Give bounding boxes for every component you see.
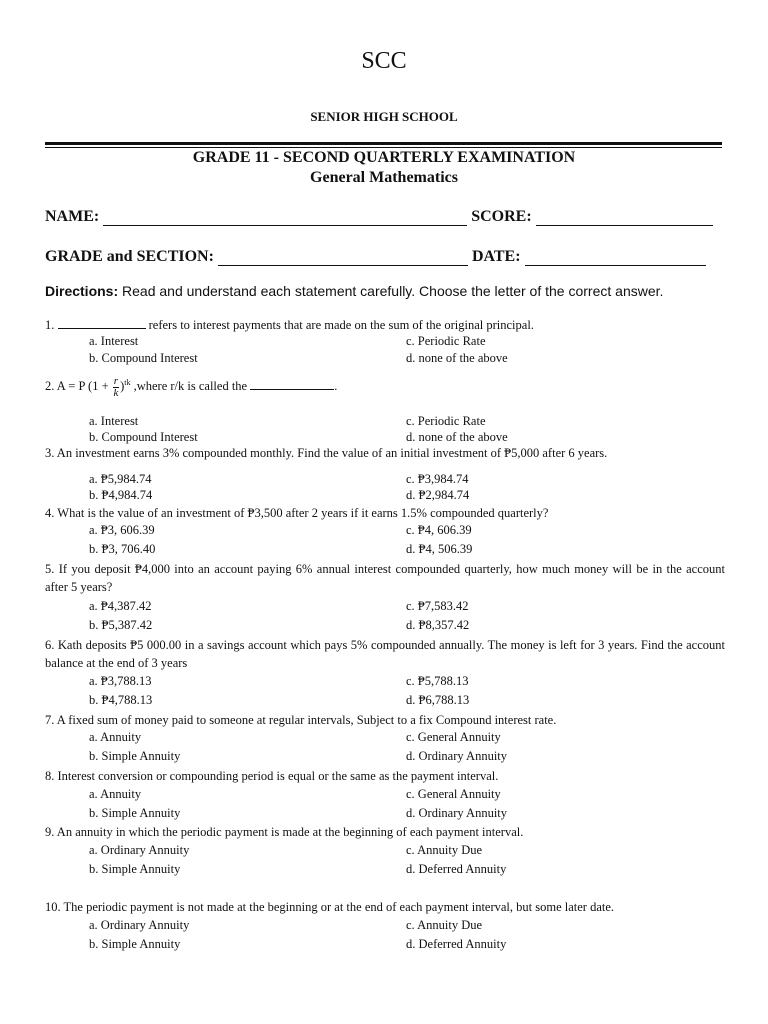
q8-option-c: c. General Annuity <box>406 787 501 801</box>
score-blank[interactable] <box>536 211 713 226</box>
q1-option-d: d. none of the above <box>406 351 508 365</box>
directions <box>45 283 663 299</box>
question-2: 2. A = P (1 + $\frac{r}{k}$ )$^{tk}$ ,where r/k is called the . <box>45 374 338 399</box>
q4-option-a: a. ₱3, 606.39 <box>89 523 155 537</box>
exam-subject: General Mathematics <box>310 169 458 186</box>
q1-option-a: a. Interest <box>89 334 139 348</box>
grade-date-row <box>45 248 722 266</box>
question-10: 10. The periodic payment is not made at the beginning or at the end of each payment interval, but some later date. <box>45 900 615 914</box>
formula-fraction: $\frac{r}{k}$ <box>113 374 119 399</box>
q2-option-d: d. none of the above <box>406 430 508 444</box>
q5-option-c: c. ₱7,583.42 <box>406 599 469 613</box>
header-divider-thick <box>45 142 722 145</box>
score-label: SCORE: <box>471 208 532 225</box>
q2-option-a: a. Interest <box>89 414 139 428</box>
question-3: 3. An investment earns 3% compounded monthly. Find the value of an initial investment of ₱5,000 after 6 years. <box>45 446 608 460</box>
q10-option-a: a. Ordinary Annuity <box>89 918 190 932</box>
q8-option-b: b. Simple Annuity <box>89 806 181 820</box>
grade-section-label: GRADE and SECTION: <box>45 248 214 265</box>
q3-option-a: a. ₱5,984.74 <box>89 472 152 486</box>
q6-option-b: b. ₱4,788.13 <box>89 693 153 707</box>
directions-text: Read and understand each statement carefully. Choose the letter of the correct answer. <box>118 283 664 299</box>
answer-blank <box>58 317 146 329</box>
directions-label: Directions: <box>45 283 119 299</box>
q2-option-c: c. Periodic Rate <box>406 414 486 428</box>
q7-option-c: c. General Annuity <box>406 730 501 744</box>
name-score-row <box>45 208 722 226</box>
question-9: 9. An annuity in which the periodic payment is made at the beginning of each payment interval. <box>45 825 524 839</box>
q5-option-a: a. ₱4,387.42 <box>89 599 152 613</box>
q2-option-b: b. Compound Interest <box>89 430 198 444</box>
q10-option-d: d. Deferred Annuity <box>406 937 507 951</box>
q9-option-d: d. Deferred Annuity <box>406 862 507 876</box>
q4-option-d: d. ₱4, 506.39 <box>406 542 473 556</box>
q7-option-b: b. Simple Annuity <box>89 749 181 763</box>
q10-option-b: b. Simple Annuity <box>89 937 181 951</box>
q1-option-c: c. Periodic Rate <box>406 334 486 348</box>
q8-option-a: a. Annuity <box>89 787 142 801</box>
question-8: 8. Interest conversion or compounding period is equal or the same as the payment interval. <box>45 769 499 783</box>
q5-option-b: b. ₱5,387.42 <box>89 618 153 632</box>
q5-option-d: d. ₱8,357.42 <box>406 618 470 632</box>
exam-title-block <box>0 148 768 188</box>
question-7: 7. A fixed sum of money paid to someone at regular intervals, Subject to a fix Compound interest rate. <box>45 713 557 727</box>
question-1: 1. refers to interest payments that are made on the sum of the original principal. <box>45 318 534 332</box>
department-name: SENIOR HIGH SCHOOL <box>310 109 458 124</box>
q7-option-d: d. Ordinary Annuity <box>406 749 508 763</box>
q4-option-b: b. ₱3, 706.40 <box>89 542 156 556</box>
name-blank[interactable] <box>103 211 467 226</box>
q4-option-c: c. ₱4, 606.39 <box>406 523 472 537</box>
q8-option-d: d. Ordinary Annuity <box>406 806 508 820</box>
q7-option-a: a. Annuity <box>89 730 142 744</box>
exam-title: GRADE 11 - SECOND QUARTERLY EXAMINATION <box>192 149 576 166</box>
school-name: SCC <box>361 48 407 74</box>
q9-option-c: c. Annuity Due <box>406 843 483 857</box>
q9-option-b: b. Simple Annuity <box>89 862 181 876</box>
q3-option-d: d. ₱2,984.74 <box>406 488 470 502</box>
q9-option-a: a. Ordinary Annuity <box>89 843 190 857</box>
question-4: 4. What is the value of an investment of ₱3,500 after 2 years if it earns 1.5% compounded quarterly? <box>45 506 549 520</box>
date-label: DATE: <box>471 248 521 265</box>
grade-section-blank[interactable] <box>218 251 468 266</box>
q6-option-d: d. ₱6,788.13 <box>406 693 470 707</box>
q10-option-c: c. Annuity Due <box>406 918 483 932</box>
q6-option-a: a. ₱3,788.13 <box>89 674 152 688</box>
q1-option-b: b. Compound Interest <box>89 351 198 365</box>
name-label: NAME: <box>45 208 100 225</box>
question-6: 6. Kath deposits ₱5 000.00 in a savings account which pays 5% compounded annually. The money is left for 3 years. Find the account balance at the end of 3 years <box>45 638 725 670</box>
q3-option-c: c. ₱3,984.74 <box>406 472 469 486</box>
q6-option-c: c. ₱5,788.13 <box>406 674 469 688</box>
date-blank[interactable] <box>525 251 706 266</box>
question-5: 5. If you deposit ₱4,000 into an account paying 6% annual interest compounded quarterly, how much money will be in the account after 5 years? <box>45 562 725 594</box>
q3-option-b: b. ₱4,984.74 <box>89 488 153 502</box>
answer-blank <box>250 378 334 390</box>
